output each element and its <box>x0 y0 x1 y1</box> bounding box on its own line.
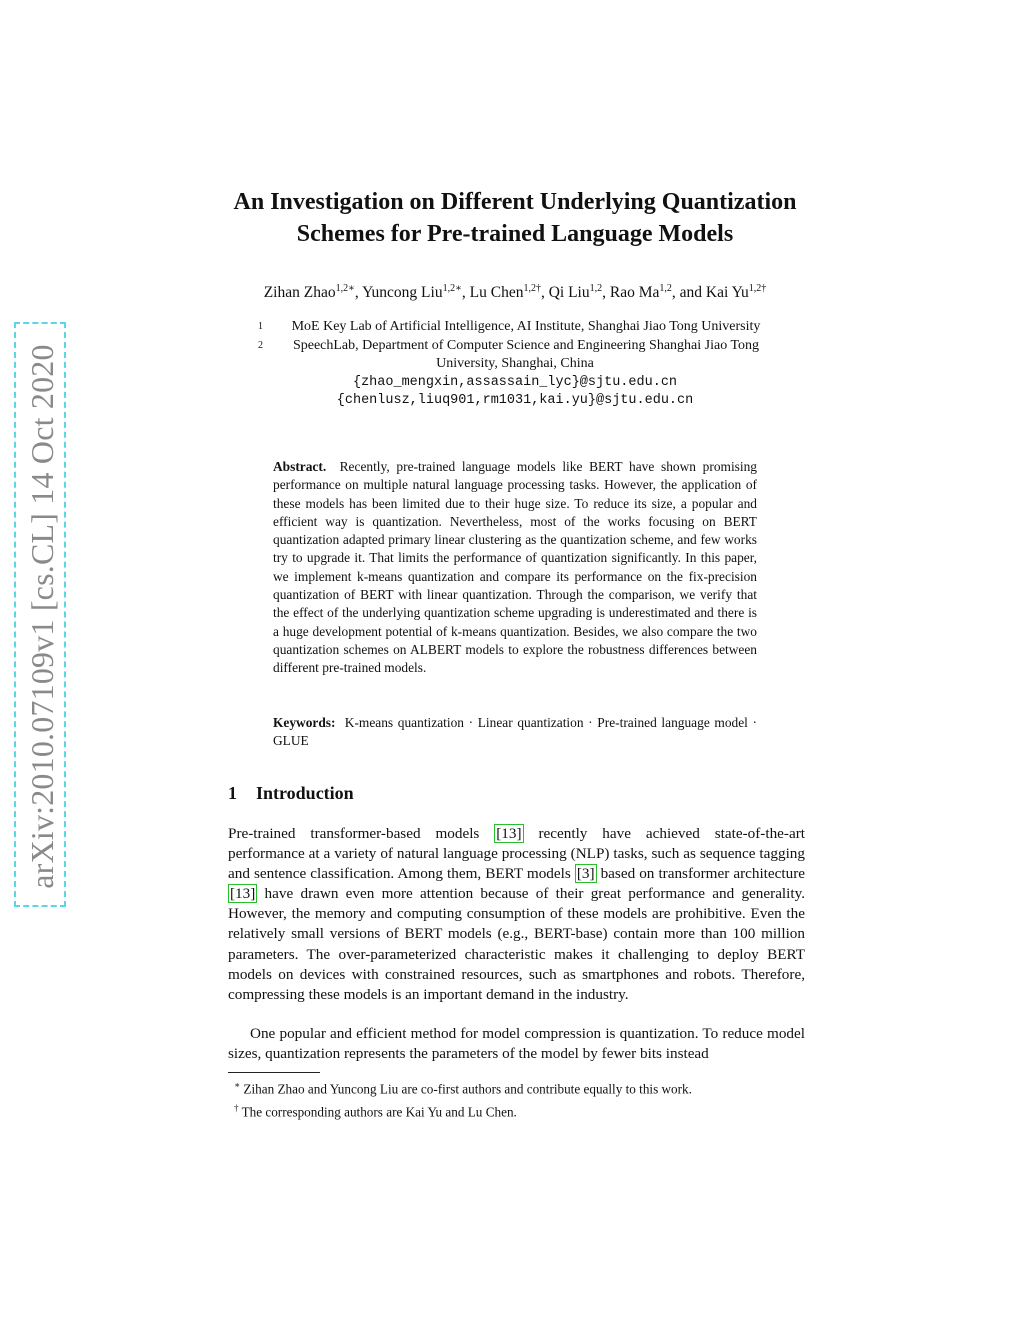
footnote-mark: † <box>234 1102 239 1113</box>
author-name: Rao Ma <box>609 284 660 302</box>
author-separator: , and <box>671 284 706 302</box>
keywords-label: Keywords: <box>273 715 336 730</box>
intro-paragraph-1 <box>228 824 805 1005</box>
author-affiliation-mark: 1,2† <box>748 283 767 294</box>
affiliation-2-continued: University, Shanghai, China <box>436 356 594 372</box>
paragraph-text: have drawn even more attention because of their great performance and generality. However, the memory and computing consumption of these models are prohibitive. Even the relatively small versions of BERT models (e.g., BERT-base) contain more than 100 million parameters. The over-parameterized characteristic makes it challenging to deploy BERT models on devices with constrained resources, such as smartphones and robots. Therefore, compressing these models is an important demand in the industry. <box>228 885 805 1003</box>
author-list <box>200 283 830 302</box>
intro-paragraph-2: One popular and efficient method for model compression is quantization. To reduce model sizes, quantization represents the parameters of the model by fewer bits instead <box>228 1025 805 1063</box>
email-line-2: {chenlusz,liuq901,rm1031,kai.yu}@sjtu.edu.cn <box>336 393 694 409</box>
section-heading <box>228 783 354 804</box>
author-name: Kai Yu <box>705 284 749 302</box>
footnote-2: The corresponding authors are Kai Yu and Lu Chen. <box>241 1104 517 1120</box>
arxiv-stamp <box>14 322 66 907</box>
keywords-text: K-means quantization · Linear quantization · Pre-trained language model · GLUE <box>273 715 757 749</box>
affiliation-number: 2 <box>258 339 263 351</box>
author-separator: , <box>540 284 549 302</box>
paragraph-text: Pre-trained transformer-based models <box>228 825 495 842</box>
author-name: Lu Chen <box>469 284 524 302</box>
title-line-2: Schemes for Pre-trained Language Models <box>296 221 734 247</box>
abstract-text: Recently, pre-trained language models like BERT have shown promising performance on multiple natural language processing tasks. However, the application of these models has been limited due to their huge size. To reduce its size, a popular and efficient way is quantization. Nevertheless, most of the works focusing on BERT quantization adapted primary linear clustering as the quantization scheme, and few works try to upgrade it. That limits the performance of quantization significantly. In this paper, we implement k-means quantization and compare its performance on the fix-precision quantization of BERT with linear quantization. Through the comparison, we verify that the effect of the underlying quantization scheme upgrading is underestimated and there is a huge development potential of k-means quantization. Besides, we also compare the two quantization schemes on ALBERT models to explore the robustness differences between different pre-trained models. <box>273 459 757 676</box>
section-number: 1 <box>228 783 237 803</box>
author-separator: , <box>354 284 363 302</box>
author-name: Qi Liu <box>548 284 590 302</box>
title-line-1: An Investigation on Different Underlying Quantization <box>233 189 797 215</box>
affiliation-2: SpeechLab, Department of Computer Science and Engineering Shanghai Jiao Tong <box>292 337 760 353</box>
paragraph-text: recently have achieved state-of-the-art performance at a variety of natural language processing (NLP) tasks, such as sequence tagging and sentence classification. Among them, BERT models <box>228 825 805 883</box>
footnote-rule <box>228 1072 320 1073</box>
author-affiliation-mark: 1,2† <box>523 283 541 294</box>
footnote-mark: ∗ <box>234 1080 241 1090</box>
arxiv-identifier[interactable]: arXiv:2010.07109v1 [cs.CL] 14 Oct 2020 <box>24 344 60 889</box>
paragraph-text: based on transformer architecture <box>596 865 805 883</box>
footnote-1: Zihan Zhao and Yuncong Liu are co-first authors and contribute equally to this work. <box>243 1081 692 1097</box>
citation-link[interactable]: [13] <box>496 825 522 842</box>
author-name: Zihan Zhao <box>263 284 336 302</box>
abstract-label: Abstract. <box>273 459 327 474</box>
author-affiliation-mark: 1,2∗ <box>442 283 462 294</box>
author-affiliation-mark: 1,2 <box>659 283 672 294</box>
citation-link[interactable]: [3] <box>576 865 595 883</box>
author-separator: , <box>602 284 610 302</box>
abstract <box>273 458 757 678</box>
author-affiliation-mark: 1,2 <box>589 283 603 294</box>
email-line-1: {zhao_mengxin,assassain_lyc}@sjtu.edu.cn <box>352 374 678 390</box>
affiliation-1: MoE Key Lab of Artificial Intelligence, AI Institute, Shanghai Jiao Tong University <box>291 319 761 334</box>
author-separator: , <box>461 284 470 302</box>
footnotes <box>228 1076 805 1122</box>
author-name: Yuncong Liu <box>362 284 443 302</box>
affiliation-number: 1 <box>258 321 263 332</box>
affiliations <box>250 318 780 411</box>
keywords <box>273 714 757 751</box>
citation-link[interactable]: [13] <box>230 885 256 903</box>
author-affiliation-mark: 1,2∗ <box>335 283 355 294</box>
section-title: Introduction <box>256 783 354 803</box>
paper-title <box>200 186 830 250</box>
